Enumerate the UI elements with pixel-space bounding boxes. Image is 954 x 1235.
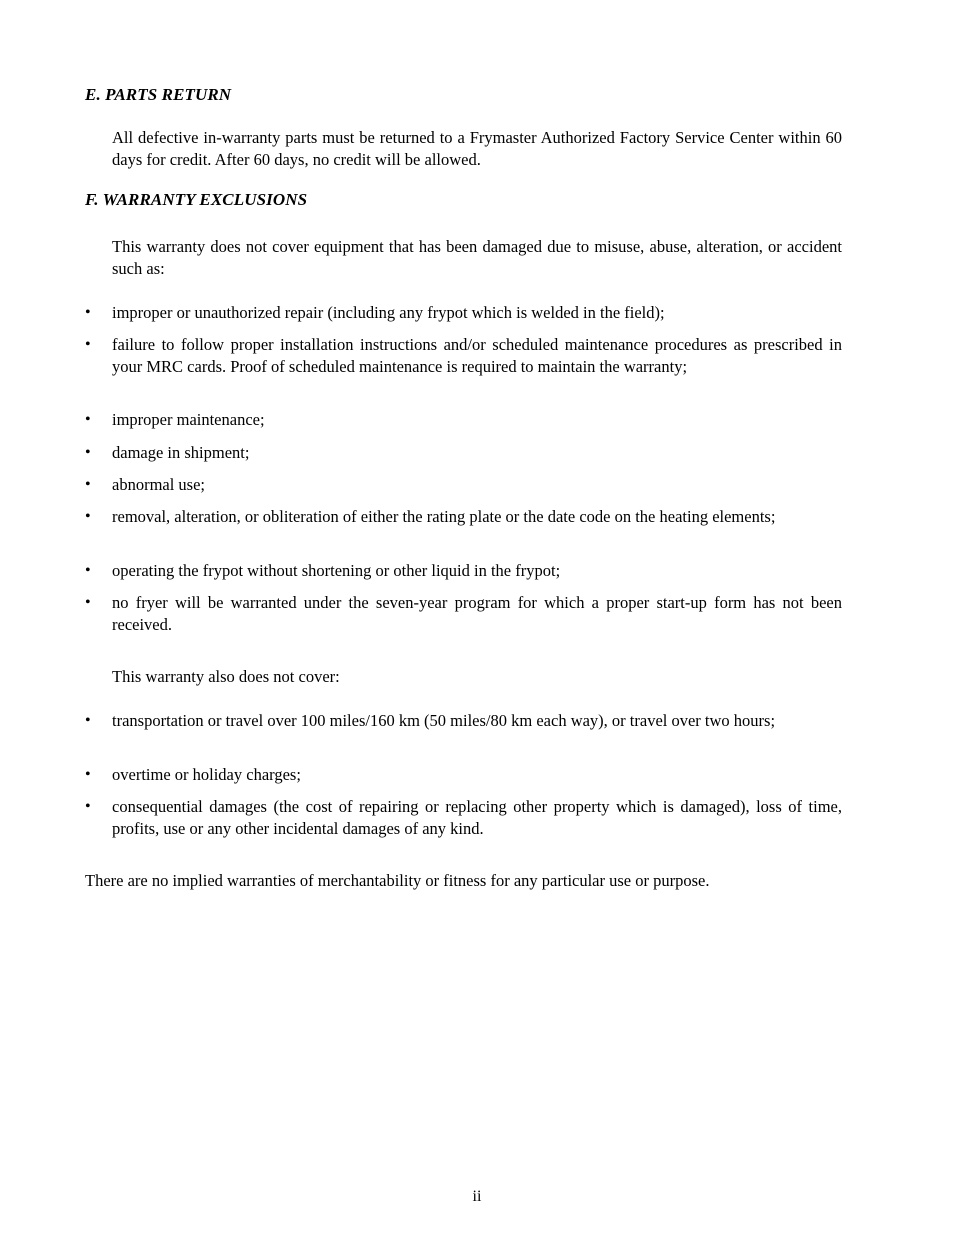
parts-return-paragraph: All defective in-warranty parts must be returned to a Frymaster Authorized Factory Service Center within 60 days for credit. After 60 days, no credit will be allowed. — [112, 128, 842, 169]
section-heading-parts-return: E. PARTS RETURN — [85, 85, 232, 104]
list-item-text: no fryer will be warranted under the seven-year program for which a proper start-up form has not been received. — [112, 593, 842, 634]
list-item-text: operating the frypot without shortening or other liquid in the frypot; — [112, 561, 561, 580]
bullet-icon: • — [85, 304, 91, 321]
list-item-text: transportation or travel over 100 miles/160 km (50 miles/80 km each way), or travel over two hours; — [112, 711, 776, 730]
list-item-text: overtime or holiday charges; — [112, 765, 301, 784]
section-heading-warranty-exclusions: F. WARRANTY EXCLUSIONS — [85, 190, 308, 209]
bullet-icon: • — [85, 508, 91, 525]
bullet-icon: • — [85, 594, 91, 611]
bullet-icon: • — [85, 444, 91, 461]
list-item-text: consequential damages (the cost of repairing or replacing other property which is damaged), loss of time, profits, use or any other incidental damages of any kind. — [112, 797, 842, 838]
exclusions-intro-paragraph: This warranty does not cover equipment that has been damaged due to misuse, abuse, alteration, or accident such as: — [112, 237, 842, 278]
bullet-icon: • — [85, 411, 91, 428]
list-item-text: failure to follow proper installation instructions and/or scheduled maintenance procedures as prescribed in your MRC cards. Proof of scheduled maintenance is required to maintain the warranty; — [112, 335, 842, 376]
bullet-icon: • — [85, 798, 91, 815]
bullet-icon: • — [85, 562, 91, 579]
list-item-text: improper or unauthorized repair (including any frypot which is welded in the field); — [112, 303, 665, 322]
list-item-text: abnormal use; — [112, 475, 206, 494]
closing-statement: There are no implied warranties of merchantability or fitness for any particular use or purpose. — [85, 871, 710, 890]
bullet-icon: • — [85, 476, 91, 493]
list-item-text: damage in shipment; — [112, 443, 250, 462]
bullet-icon: • — [85, 336, 91, 353]
also-exclusions-intro: This warranty also does not cover: — [112, 667, 340, 686]
list-item-text: improper maintenance; — [112, 410, 265, 429]
bullet-icon: • — [85, 766, 91, 783]
page-number: ii — [472, 1188, 482, 1205]
list-item-text: removal, alteration, or obliteration of either the rating plate or the date code on the heating elements; — [112, 507, 776, 526]
bullet-icon: • — [85, 712, 91, 729]
